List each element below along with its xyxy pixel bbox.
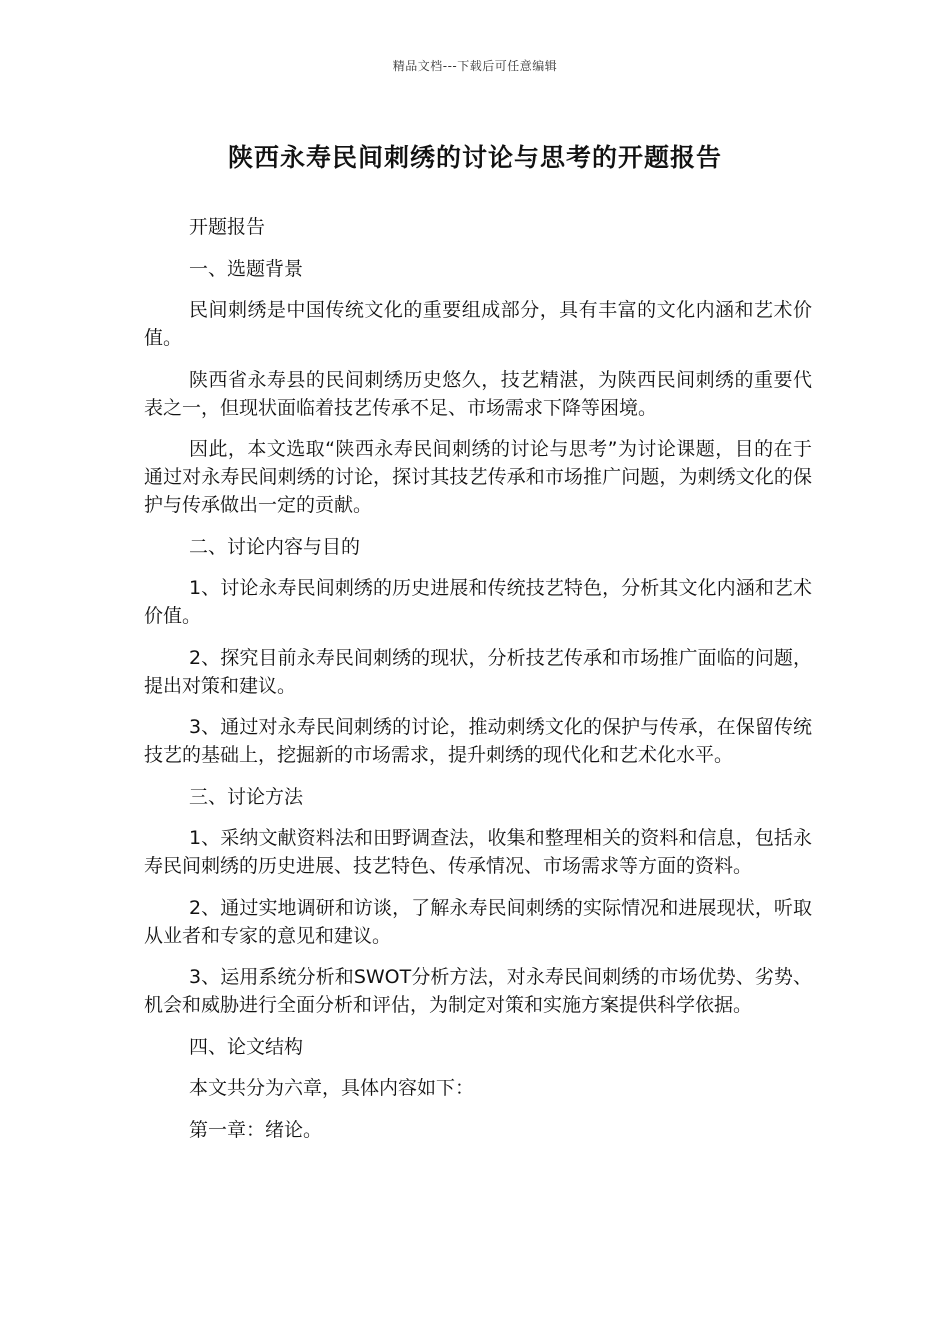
paragraph: 1、讨论永寿民间刺绣的历史进展和传统技艺特色，分析其文化内涵和艺术价值。 — [144, 577, 812, 627]
paragraph: 2、通过实地调研和访谈，了解永寿民间刺绣的实际情况和进展现状，听取从业者和专家的意见和建议。 — [144, 896, 812, 947]
section-heading-background: 一、选题背景 — [189, 257, 304, 280]
paragraph: 陕西省永寿县的民间刺绣历史悠久，技艺精湛，为陕西民间刺绣的重要代表之一，但现状面临着技艺传承不足、市场需求下降等困境。 — [144, 368, 812, 419]
paragraph: 2、探究目前永寿民间刺绣的现状，分析技艺传承和市场推广面临的问题，提出对策和建议。 — [144, 646, 812, 697]
document-title: 陕西永寿民间刺绣的讨论与思考的开题报告 — [227, 143, 722, 172]
section-heading-methods: 三、讨论方法 — [189, 785, 304, 808]
section-heading-structure: 四、论文结构 — [189, 1035, 304, 1058]
paragraph: 本文共分为六章，具体内容如下： — [189, 1077, 475, 1099]
paragraph: 因此，本文选取“陕西永寿民间刺绣的讨论与思考”为讨论课题，目的在于通过对永寿民间刺绣的讨论，探讨其技艺传承和市场推广问题，为刺绣文化的保护与传承做出一定的贡献。 — [144, 438, 812, 516]
paragraph: 1、采纳文献资料法和田野调查法，收集和整理相关的资料和信息，包括永寿民间刺绣的历史进展、技艺特色、传承情况、市场需求等方面的资料。 — [144, 827, 812, 877]
header-note: 精品文档---下载后可任意编辑 — [392, 59, 558, 73]
paragraph: 3、通过对永寿民间刺绣的讨论，推动刺绣文化的保护与传承，在保留传统技艺的基础上，挖掘新的市场需求，提升刺绣的现代化和艺术化水平。 — [144, 716, 812, 766]
paragraph: 3、运用系统分析和SWOT分析方法，对永寿民间刺绣的市场优势、劣势、机会和威胁进行全面分析和评估，为制定对策和实施方案提供科学依据。 — [144, 966, 812, 1016]
paragraph: 民间刺绣是中国传统文化的重要组成部分，具有丰富的文化内涵和艺术价值。 — [144, 299, 812, 349]
section-heading-content: 二、讨论内容与目的 — [189, 535, 361, 558]
document-body — [144, 213, 812, 1157]
section-label-report: 开题报告 — [189, 216, 266, 238]
paragraph: 第一章：绪论。 — [189, 1118, 323, 1141]
